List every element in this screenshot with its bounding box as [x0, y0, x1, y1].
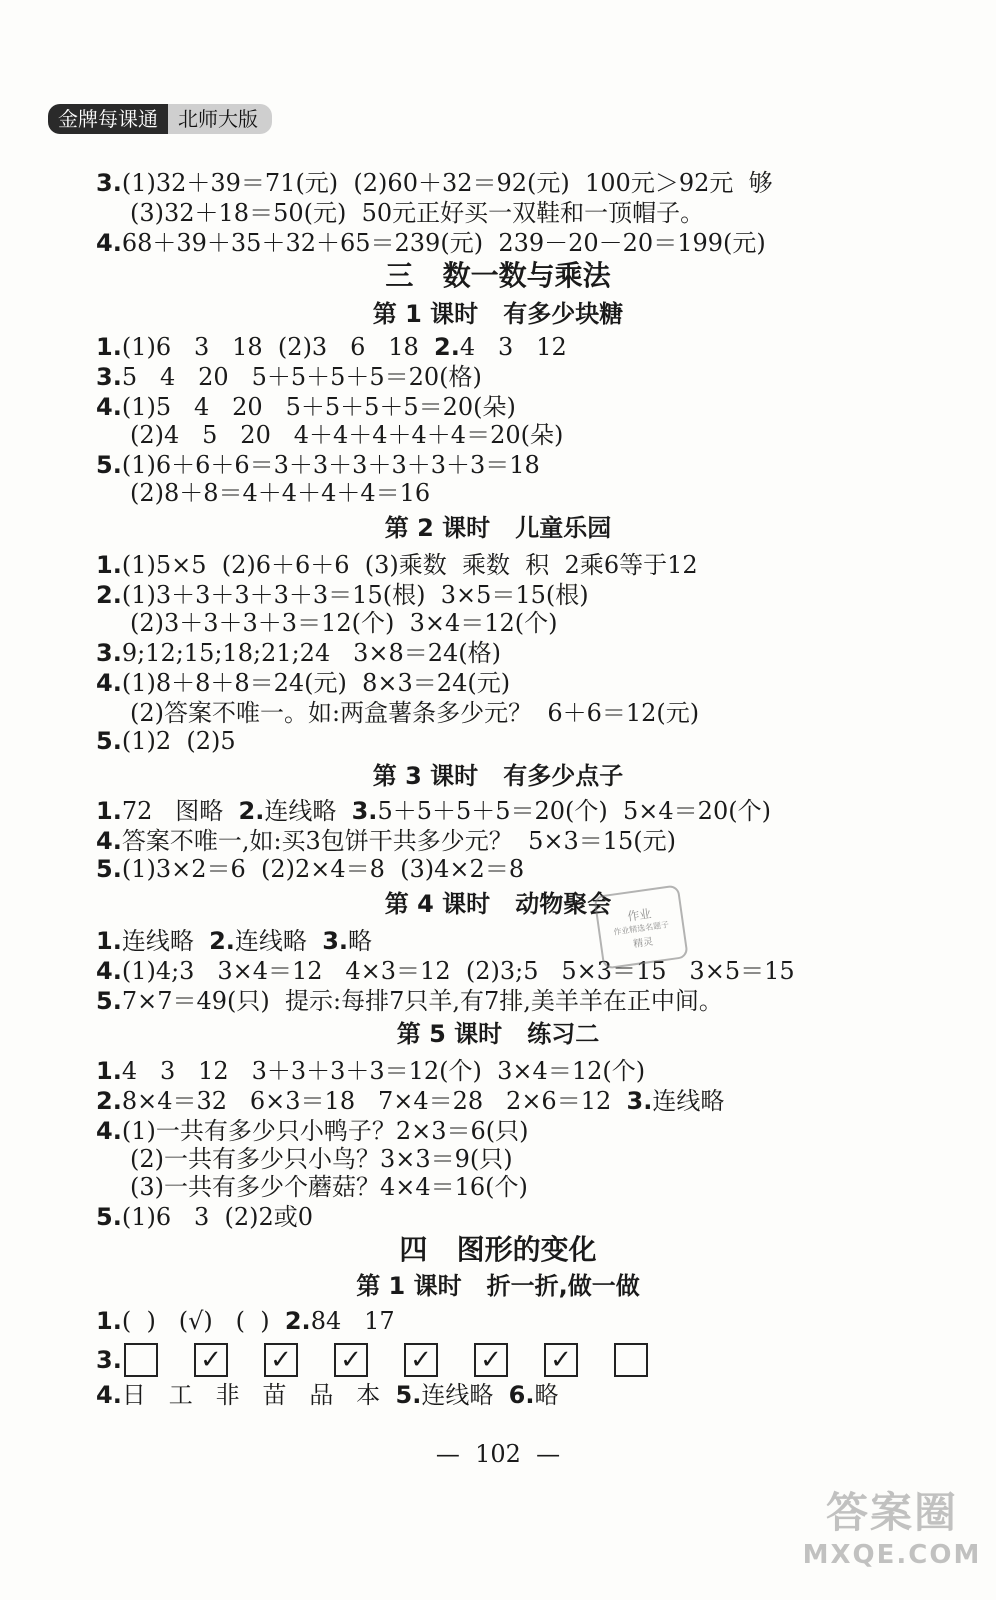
answer-line: 2.8×4＝32 6×3＝18 7×4＝28 2×6＝12 3.连线略 [96, 1087, 725, 1115]
lesson-title: 第 3 课时 有多少点子 [372, 762, 624, 790]
question-number: 3. [96, 1346, 122, 1374]
answer-line: 4.(1)4;3 3×4＝12 4×3＝12 (2)3;5 5×3＝15 3×5＝15 [96, 957, 795, 985]
answer-line: 1.( ) (√) ( ) 2.84 17 [96, 1307, 395, 1335]
answer-line: 5.(1)6 3 (2)2或0 [96, 1203, 314, 1231]
answer-checkbox: ✓ [334, 1343, 368, 1377]
answer-line: (2)一共有多少只小鸟？3×3＝9(只) [130, 1145, 513, 1173]
answer-checkbox [124, 1343, 158, 1377]
answer-line: 1.72 图略 2.连线略 3.5＋5＋5＋5＝20(个) 5×4＝20(个) [96, 797, 771, 825]
watermark-text: 答案圈 [825, 1488, 958, 1537]
answer-line: 3.5 4 20 5＋5＋5＋5＝20(格) [96, 363, 482, 391]
lesson-title: 第 1 课时 有多少块糖 [372, 300, 624, 328]
page-number: — 102 — [435, 1440, 561, 1468]
answer-line: (2)答案不唯一。如:两盒薯条多少元？ 6＋6＝12(元) [130, 699, 700, 727]
stamp-line: 作业 [626, 906, 653, 924]
answer-checkbox: ✓ [194, 1343, 228, 1377]
answer-line: 2.(1)3＋3＋3＋3＋3＝15(根) 3×5＝15(根) [96, 581, 589, 609]
answer-checkbox: ✓ [264, 1343, 298, 1377]
answer-line: 5.7×7＝49(只) 提示:每排7只羊,有7排,美羊羊在正中间。 [96, 987, 723, 1015]
answer-line: 5.(1)3×2＝6 (2)2×4＝8 (3)4×2＝8 [96, 855, 525, 883]
answer-line: 3.9;12;15;18;21;24 3×8＝24(格) [96, 639, 502, 667]
stamp-line: 精灵 [632, 936, 654, 950]
lesson-title: 第 2 课时 儿童乐园 [384, 514, 612, 542]
answer-checkbox: ✓ [474, 1343, 508, 1377]
series-name: 金牌每课通 [48, 104, 168, 134]
lesson-title: 第 5 课时 练习二 [396, 1020, 600, 1048]
stamp-line: 作业精选名题子 [612, 919, 670, 937]
answer-line: 3.(1)32＋39＝71(元) (2)60＋32＝92(元) 100元＞92元 够 [96, 169, 773, 197]
answer-line: (2)3＋3＋3＋3＝12(个) 3×4＝12(个) [130, 609, 558, 637]
answer-checkbox: ✓ [544, 1343, 578, 1377]
checkbox-row [96, 1340, 684, 1380]
homework-stamp [593, 884, 688, 969]
answer-line: 1.4 3 12 3＋3＋3＋3＝12(个) 3×4＝12(个) [96, 1057, 646, 1085]
answer-line: (3)32＋18＝50(元) 50元正好买一双鞋和一顶帽子。 [130, 199, 705, 227]
answer-line: 5.(1)2 (2)5 [96, 727, 236, 755]
answer-line: 1.(1)5×5 (2)6＋6＋6 (3)乘数 乘数 积 2乘6等于12 [96, 551, 698, 579]
section-title: 三 数一数与乘法 [385, 259, 611, 292]
answer-checkbox [614, 1343, 648, 1377]
answer-line: (2)4 5 20 4＋4＋4＋4＋4＝20(朵) [130, 421, 564, 449]
answer-line: 4.(1)一共有多少只小鸭子？2×3＝6(只) [96, 1117, 529, 1145]
answer-line: (2)8＋8＝4＋4＋4＋4＝16 [130, 479, 431, 507]
lesson-title: 第 1 课时 折一折,做一做 [356, 1272, 640, 1300]
lesson-title: 第 4 课时 动物聚会 [384, 890, 612, 918]
answer-line: 1.(1)6 3 18 (2)3 6 18 2.4 3 12 [96, 333, 567, 361]
section-title: 四 图形的变化 [399, 1233, 597, 1266]
answer-line: 1.连线略 2.连线略 3.略 [96, 927, 373, 955]
answer-line: (3)一共有多少个蘑菇？4×4＝16(个) [130, 1173, 528, 1201]
answer-line: 4.(1)5 4 20 5＋5＋5＋5＝20(朵) [96, 393, 516, 421]
answer-line: 4.日 工 非 苗 品 本 5.连线略 6.略 [96, 1381, 559, 1409]
site-watermark [802, 1480, 982, 1590]
edition-name: 北师大版 [168, 104, 272, 134]
answer-line: 5.(1)6＋6＋6＝3＋3＋3＋3＋3＋3＝18 [96, 451, 540, 479]
answer-checkbox: ✓ [404, 1343, 438, 1377]
watermark-url: MXQE.COM [802, 1540, 982, 1570]
answer-line: 4.(1)8＋8＋8＝24(元) 8×3＝24(元) [96, 669, 511, 697]
answer-line: 4.答案不唯一,如:买3包饼干共多少元？ 5×3＝15(元) [96, 827, 676, 855]
answer-line: 4.68＋39＋35＋32＋65＝239(元) 239－20－20＝199(元) [96, 229, 766, 257]
